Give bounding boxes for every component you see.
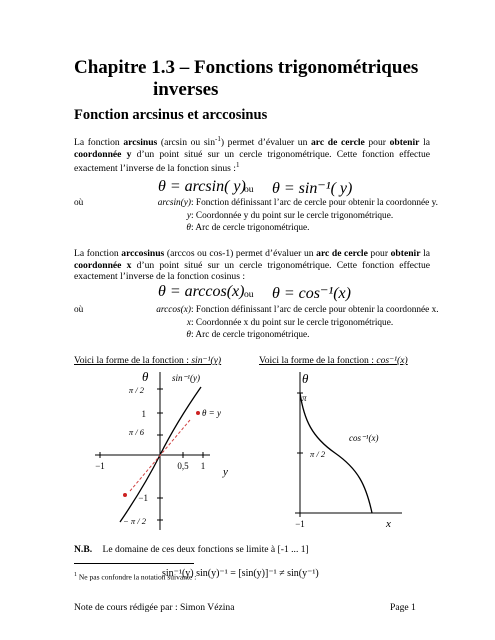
arccos-graph	[280, 365, 410, 535]
axis-label-x: x	[386, 518, 391, 530]
def-symbol: arcsin(y)	[157, 198, 191, 208]
theta-label: θ	[302, 371, 309, 386]
tick-minus1-x: −1	[295, 519, 305, 529]
tick-minus1-theta: −1	[138, 493, 148, 503]
bold-arc: arc de cercle	[316, 248, 368, 259]
where-label: où	[74, 198, 84, 208]
curve-label: cos⁻¹(x)	[349, 433, 379, 443]
arcsin-or: ou	[244, 184, 254, 195]
arcsin-graph	[80, 365, 250, 535]
formula-text: sin⁻¹(y) sin(y)⁻¹ = [sin(y)]⁻¹ ≠ sin(y⁻¹)	[162, 568, 319, 579]
tick-pi6: π / 6	[128, 427, 144, 437]
def-symbol: θ	[186, 330, 191, 340]
red-point	[123, 493, 127, 497]
where-label: où	[74, 305, 84, 315]
page-title-line2: inverses	[153, 79, 219, 100]
tick-1-y: 1	[200, 461, 206, 471]
footnote-separator	[74, 563, 194, 564]
text: La fonction	[74, 137, 124, 149]
arccos-equation-alt: θ = cos⁻¹(x)	[272, 285, 351, 302]
def-description: : Fonction définissant l’arc de cercle pour obtenir la coordonnée y.	[191, 198, 438, 208]
tick-05: 0,5	[177, 461, 189, 471]
def-symbol: θ	[186, 223, 191, 233]
curve-label: sin⁻¹(y)	[172, 373, 200, 383]
text: pour	[364, 137, 390, 149]
def-description: : Coordonnée x du point sur le cercle trigonométrique.	[191, 317, 394, 328]
nb-note	[74, 544, 309, 555]
caption-function: sin⁻¹(y)	[191, 355, 222, 366]
arccos-equation: θ = arccos(x)	[158, 283, 245, 300]
footnote-formula	[162, 568, 319, 579]
def-symbol: x	[186, 317, 191, 328]
tick-minus-pi2: − π / 2	[123, 516, 146, 526]
bold-coord-x: coordonnée x	[74, 259, 132, 271]
text: pour	[367, 248, 391, 259]
term-arcsin: arcsinus	[123, 137, 158, 149]
def-description: : Coordonnée y du point sur le cercle trigonométrique.	[191, 210, 394, 221]
tick-pi: π	[302, 393, 307, 403]
arcsin-paragraph	[74, 134, 430, 175]
footnote-mark[interactable]: 1	[235, 161, 240, 170]
def-symbol: y	[186, 210, 191, 221]
arccos-paragraph	[74, 248, 430, 283]
page-title-line1: Chapitre 1.3 – Fonctions trigonométriques	[74, 57, 419, 78]
tick-pi2: π / 2	[310, 449, 326, 459]
bold-coord-y: coordonnée y	[74, 148, 132, 160]
footnote-number: 1	[74, 572, 77, 578]
arcsin-definitions	[74, 197, 438, 235]
caption-text: Voici la forme de la fonction :	[74, 355, 189, 366]
footer-author: Note de cours rédigée par : Simon Vézina	[74, 602, 235, 613]
text: la	[420, 248, 430, 259]
superscript: -1	[215, 135, 221, 143]
text: la	[419, 137, 430, 149]
text: d’un point situé sur un cercle trigonométrique. Cette fonction effectue exactement l’inverse de la fonction cosinus :	[74, 259, 430, 282]
text: d’un point situé sur un cercle trigonométrique. Cette fonction effectue exactement l’inverse de la fonction sinus :	[74, 148, 430, 175]
bold-obtenir: obtenir	[389, 137, 420, 149]
arcsin-equation: θ = arcsin( y)	[158, 178, 246, 195]
caption-text: Voici la forme de la fonction :	[259, 355, 374, 366]
arccos-definitions	[74, 304, 439, 342]
arcsin-equation-alt: θ = sin⁻¹( y)	[272, 180, 353, 197]
text: ) permet d’évaluer un	[220, 137, 311, 149]
bold-obtenir: obtenir	[390, 248, 421, 259]
footer-page-number: Page 1	[390, 602, 416, 613]
theta-label: θ	[142, 369, 149, 384]
section-title: Fonction arcsinus et arccosinus	[74, 107, 268, 123]
tick-pi2: π / 2	[128, 385, 144, 395]
footnote-text: Ne pas confondre la notation suivante :	[78, 572, 197, 582]
axis-label-y: y	[223, 466, 228, 478]
nb-text: Le domaine de ces deux fonctions se limite à [-1 ... 1]	[102, 544, 309, 555]
line-label: θ = y	[202, 408, 221, 418]
page-title	[74, 57, 418, 101]
bold-arc: arc de cercle	[311, 137, 365, 149]
nb-label: N.B.	[74, 544, 93, 555]
arccos-or: ou	[244, 289, 254, 300]
tick-minus1-y: −1	[95, 461, 105, 471]
text: (arccos ou cos-1) permet d’évaluer un	[164, 248, 317, 259]
red-point	[196, 411, 200, 415]
def-description: : Arc de cercle trigonométrique.	[191, 330, 310, 340]
term-arccos: arccosinus	[121, 248, 165, 259]
text: La fonction	[74, 248, 122, 259]
def-symbol: arccos(x)	[156, 305, 191, 315]
tick-1: 1	[141, 409, 146, 419]
caption-function: cos⁻¹(x)	[376, 355, 408, 366]
text: (arcsin ou sin	[157, 137, 216, 149]
def-description: : Arc de cercle trigonométrique.	[191, 223, 310, 233]
def-description: : Fonction définissant l’arc de cercle pour obtenir la coordonnée x.	[191, 305, 439, 315]
